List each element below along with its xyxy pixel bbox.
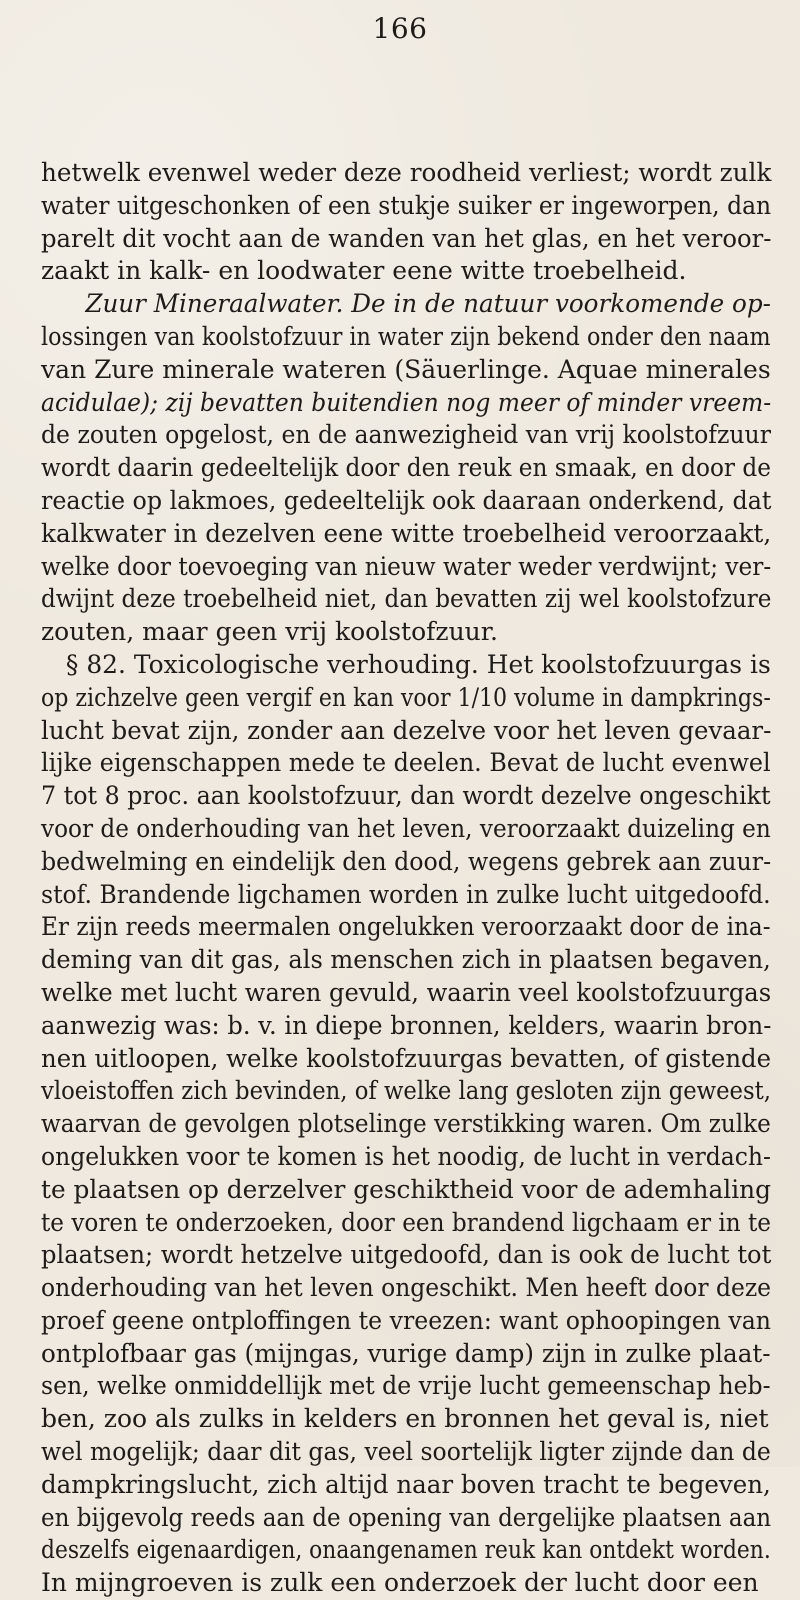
text-line: Er zijn reeds meermalen ongelukken veroorzaakt door de ina- (41, 912, 771, 942)
text-line: 7 tot 8 proc. aan koolstofzuur, dan wordt dezelve ongeschikt (41, 781, 771, 811)
text-line: dampkringslucht, zich altijd naar boven tracht te begeven, (41, 1469, 771, 1499)
text-line: waarvan de gevolgen plotselinge verstikking waren. Om zulke (41, 1109, 771, 1139)
text-line: van Zure minerale wateren (Säuerlinge. Aquae minerales (41, 354, 771, 384)
text-line: zouten, maar geen vrij koolstofzuur. (41, 617, 498, 647)
text-line: ontplofbaar gas (mijngas, vurige damp) zijn in zulke plaat- (41, 1338, 771, 1368)
text-line: In mijngroeven is zulk een onderzoek der lucht door een (41, 1568, 759, 1598)
text-line: en bijgevolg reeds aan de opening van dergelijke plaatsen aan (41, 1502, 772, 1532)
text-line: parelt dit vocht aan de wanden van het glas, en het veroor- (41, 223, 772, 253)
text-line: lucht bevat zijn, zonder aan dezelve voor het leven gevaar- (41, 715, 772, 745)
page-number: 166 (372, 12, 428, 45)
text-line: lossingen van koolstofzuur in water zijn bekend onder den naam (41, 321, 771, 351)
text-line: deming van dit gas, als menschen zich in plaatsen begaven, (41, 945, 771, 975)
text-line: ben, zoo als zulks in kelders en bronnen het geval is, niet (41, 1404, 769, 1434)
text-line: de zouten opgelost, en de aanwezigheid van vrij koolstofzuur (41, 420, 771, 450)
text-line: wel mogelijk; daar dit gas, veel soortelijk ligter zijnde dan de (41, 1437, 771, 1467)
text-line: onderhouding van het leven ongeschikt. Men heeft door deze (41, 1273, 772, 1303)
text-line: plaatsen; wordt hetzelve uitgedoofd, dan is ook de lucht tot (41, 1240, 772, 1270)
text-line: acidulae); zij bevatten buitendien nog meer of minder vreem- (41, 387, 772, 417)
text-line: voor de onderhouding van het leven, veroorzaakt duizeling en (41, 813, 771, 843)
section-heading-line: § 82. Toxicologische verhouding. Het koolstofzuurgas is (65, 649, 771, 679)
text-line: aanwezig was: b. v. in diepe bronnen, kelders, waarin bron- (41, 1010, 772, 1040)
text-line: ongelukken voor te komen is het noodig, de lucht in verdach- (41, 1141, 771, 1171)
text-line: sen, welke onmiddellijk met de vrije lucht gemeenschap heb- (41, 1371, 771, 1401)
text-line: lijke eigenschappen mede te deelen. Bevat de lucht evenwel (41, 748, 771, 778)
text-line: nen uitloopen, welke koolstofzuurgas bevatten, of gistende (41, 1043, 772, 1073)
text-line: water uitgeschonken of een stukje suiker er ingeworpen, dan (41, 190, 772, 220)
text-line: op zichzelve geen vergif en kan voor 1/10 volume in dampkrings- (41, 682, 771, 712)
text-line: wordt daarin gedeeltelijk door den reuk en smaak, en door de (41, 453, 771, 483)
section-heading-line: Zuur Mineraalwater. De in de natuur voorkomende op- (85, 289, 771, 319)
text-line: te plaatsen op derzelver geschiktheid voor de ademhaling (41, 1174, 771, 1204)
text-line: kalkwater in dezelven eene witte troebelheid veroorzaakt, (41, 518, 772, 548)
text-line: proef geene ontploffingen te vreezen: want ophoopingen van (41, 1305, 772, 1335)
text-line: deszelfs eigenaardigen, onaangenamen reuk kan ontdekt worden. (41, 1535, 771, 1565)
text-line: reactie op lakmoes, gedeeltelijk ook daaraan onderkend, dat (41, 485, 772, 515)
text-line: zaakt in kalk- en loodwater eene witte troebelheid. (41, 256, 687, 286)
text-line: te voren te onderzoeken, door een brandend ligchaam er in te (41, 1207, 771, 1237)
text-line: vloeistoffen zich bevinden, of welke lang gesloten zijn geweest, (41, 1076, 771, 1106)
text-line: stof. Brandende ligchamen worden in zulke lucht uitgedoofd. (41, 879, 771, 909)
text-line: welke door toevoeging van nieuw water weder verdwijnt; ver- (41, 551, 772, 581)
text-line: welke met lucht waren gevuld, waarin veel koolstofzuurgas (41, 977, 772, 1007)
text-line: dwijnt deze troebelheid niet, dan bevatten zij wel koolstofzure (41, 584, 772, 614)
body-text (41, 157, 771, 1600)
text-line: hetwelk evenwel weder deze roodheid verliest; wordt zulk (41, 158, 772, 187)
text-line: bedwelming en eindelijk den dood, wegens gebrek aan zuur- (41, 846, 772, 876)
